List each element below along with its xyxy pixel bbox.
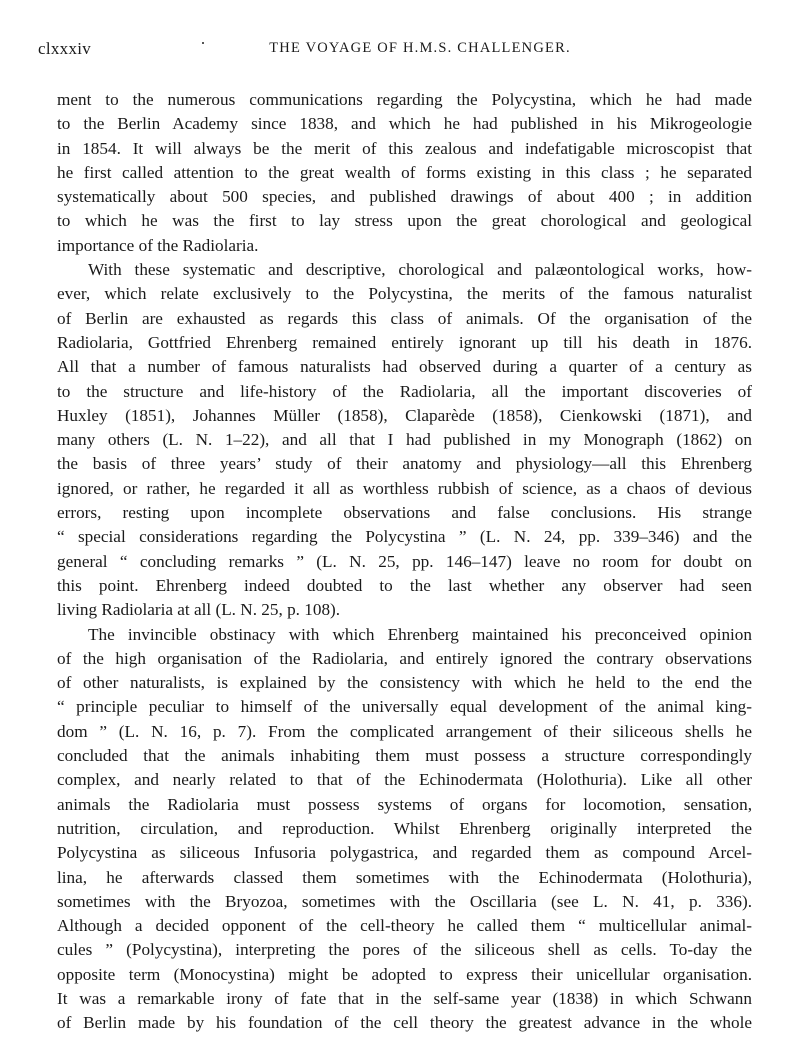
page-number: clxxxiv bbox=[38, 39, 92, 58]
text-line: “ principle peculiar to himself of the universally equal development of the animal king- bbox=[57, 697, 752, 717]
text-line: With these systematic and descriptive, chorological and palæontological works, how- bbox=[88, 260, 752, 280]
text-line: dom ” (L. N. 16, p. 7). From the complicated arrangement of their siliceous shells he bbox=[57, 721, 752, 741]
text-line: of Berlin are exhausted as regards this class of animals. Of the organisation of the bbox=[57, 308, 752, 328]
text-line: opposite term (Monocystina) might be adopted to express their unicellular organisation. bbox=[57, 964, 752, 984]
running-title: THE VOYAGE OF H.M.S. CHALLENGER. bbox=[269, 40, 571, 56]
text-line: systematically about 500 species, and published drawings of about 400 ; in addition bbox=[57, 187, 752, 207]
text-line: lina, he afterwards classed them sometimes with the Echinodermata (Holothuria), bbox=[57, 867, 752, 887]
text-line: in 1854. It will always be the merit of this zealous and indefatigable microscopist that bbox=[57, 138, 752, 158]
text-line: ignored, or rather, he regarded it all as worthless rubbish of science, as a chaos of devious bbox=[57, 478, 752, 498]
text-line: importance of the Radiolaria. bbox=[57, 235, 259, 255]
text-line: he first called attention to the great wealth of forms existing in this class ; he separated bbox=[57, 162, 752, 182]
text-line: All that a number of famous naturalists had observed during a quarter of a century as bbox=[57, 357, 752, 377]
text-line: to the structure and life-history of the Radiolaria, all the important discoveries of bbox=[57, 381, 752, 401]
text-line: errors, resting upon incomplete observations and false conclusions. His strange bbox=[57, 503, 752, 523]
text-line: nutrition, circulation, and reproduction. Whilst Ehrenberg originally interpreted the bbox=[57, 818, 752, 838]
paragraph bbox=[57, 258, 752, 622]
text-line: of Berlin made by his foundation of the cell theory the greatest advance in the whole bbox=[57, 1013, 752, 1033]
text-line: It was a remarkable irony of fate that in the self-same year (1838) in which Schwann bbox=[57, 988, 752, 1008]
paragraph bbox=[57, 623, 752, 1036]
text-line: ment to the numerous communications regarding the Polycystina, which he had made bbox=[57, 90, 752, 109]
text-line: of other naturalists, is explained by the consistency with which he held to the end the bbox=[57, 673, 752, 693]
text-line: The invincible obstinacy with which Ehrenberg maintained his preconceived opinion bbox=[88, 624, 752, 644]
text-line: cules ” (Polycystina), interpreting the pores of the siliceous shell as cells. To-day the bbox=[57, 940, 752, 960]
text-line: sometimes with the Bryozoa, sometimes with the Oscillaria (see L. N. 41, p. 336). bbox=[57, 891, 752, 911]
text-line: many others (L. N. 1–22), and all that I had published in my Monograph (1862) on bbox=[57, 430, 752, 450]
paragraph bbox=[57, 88, 752, 258]
text-line: “ special considerations regarding the Polycystina ” (L. N. 24, pp. 339–346) and the bbox=[57, 527, 752, 547]
text-line: concluded that the animals inhabiting them must possess a structure correspondingly bbox=[57, 746, 752, 766]
text-line: Radiolaria, Gottfried Ehrenberg remained entirely ignorant up till his death in 1876. bbox=[57, 332, 752, 352]
text-line: Polycystina as siliceous Infusoria polygastrica, and regarded them as compound Arcel- bbox=[57, 843, 752, 863]
text-line: general “ concluding remarks ” (L. N. 25, pp. 146–147) leave no room for doubt on bbox=[57, 551, 752, 571]
text-line: Although a decided opponent of the cell-theory he called them “ multicellular animal- bbox=[57, 916, 752, 936]
text-line: of the high organisation of the Radiolaria, and entirely ignored the contrary observations bbox=[57, 648, 752, 668]
text-line: to which he was the first to lay stress upon the great chorological and geological bbox=[57, 211, 752, 231]
text-line: Huxley (1851), Johannes Müller (1858), Claparède (1858), Cienkowski (1871), and bbox=[57, 405, 752, 425]
text-line: complex, and nearly related to that of the Echinodermata (Holothuria). Like all other bbox=[57, 770, 752, 790]
text-line: to the Berlin Academy since 1838, and which he had published in his Mikrogeologie bbox=[57, 114, 752, 134]
text-line: the basis of three years’ study of their anatomy and physiology—all this Ehrenberg bbox=[57, 454, 752, 474]
text-line: ever, which relate exclusively to the Polycystina, the merits of the famous naturalist bbox=[57, 284, 752, 304]
text-line: this point. Ehrenberg indeed doubted to the last whether any observer had seen bbox=[57, 575, 752, 595]
text-line: animals the Radiolaria must possess systems of organs for locomotion, sensation, bbox=[57, 794, 752, 814]
body-text bbox=[57, 88, 752, 1036]
running-header bbox=[38, 39, 762, 65]
text-line: living Radiolaria at all (L. N. 25, p. 108). bbox=[57, 600, 341, 620]
